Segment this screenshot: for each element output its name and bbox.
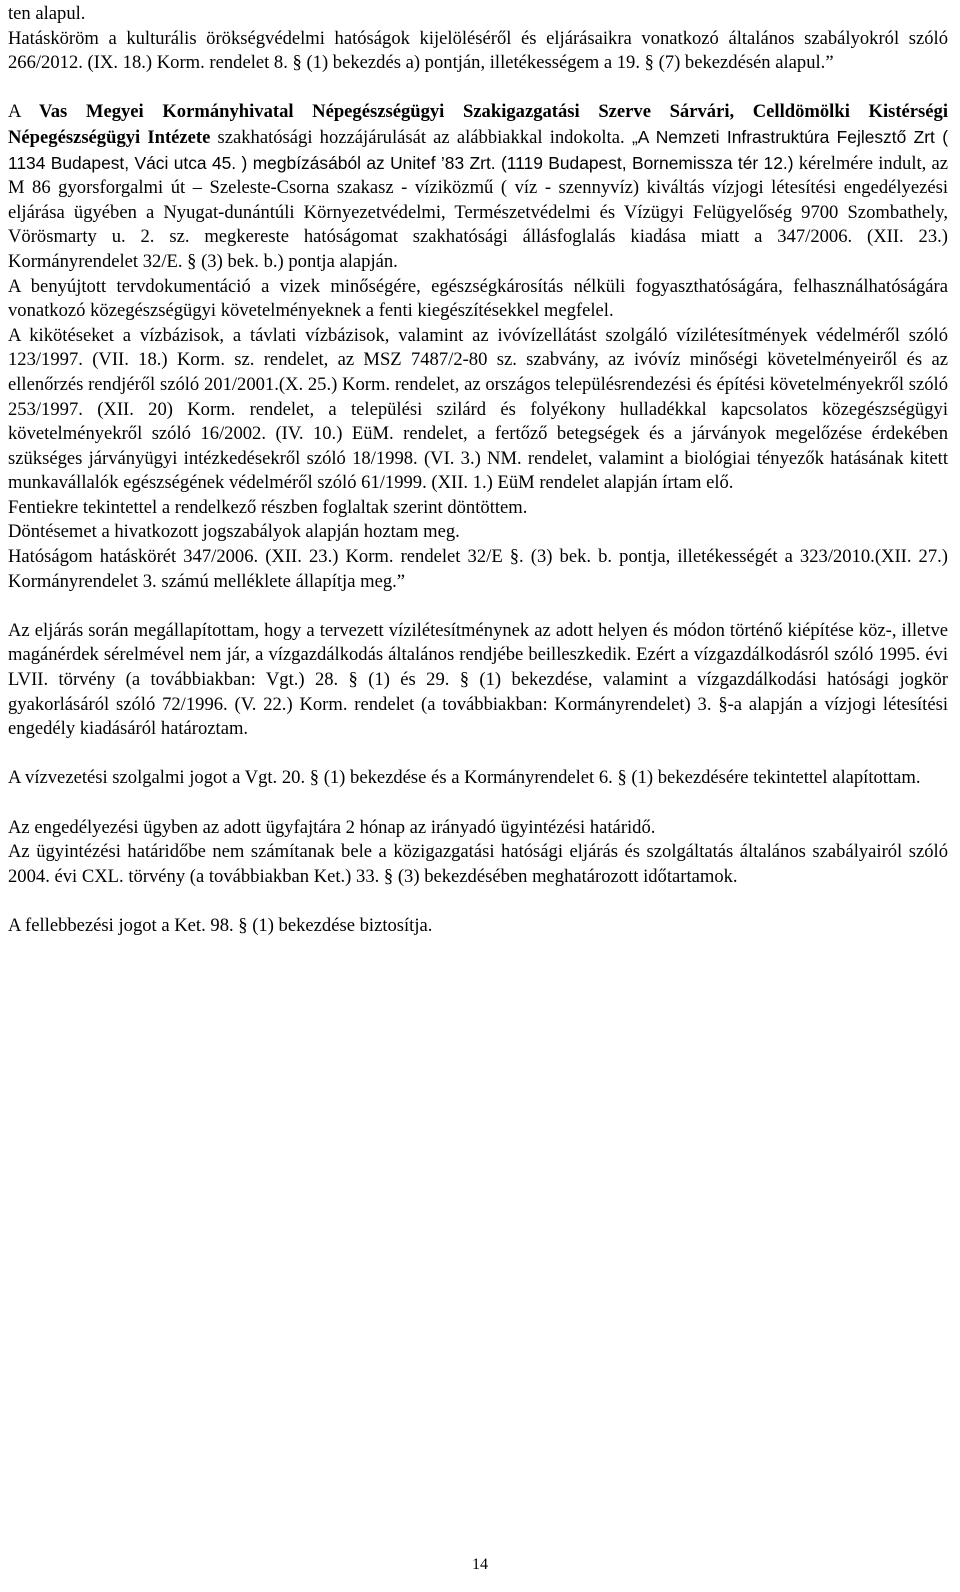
paragraph-procedure: Az eljárás során megállapítottam, hogy a tervezett vízilétesítménynek az adott helyen és módon történő kiépítése köz-, illetve magánérdek sérelmével nem jár, a vízgazdálkodás általános rendjébe beilleszkedik. Ezért a vízgazdálkodásról szóló 1995. évi LVII. törvény (a továbbiakban: Vgt.) 28. § (1) és 29. § (1) bekezdése, valamint a vízgazdálkodási hatósági jogkör gyakorlásáról szóló 72/1996. (V. 22.) Korm. rendelet (a továbbiakban: Kormányrendelet) 3. §-a alapján a vízjogi létesítési engedély kiadásáról határoztam.: [8, 619, 948, 740]
body-text: [8, 2, 948, 939]
text-run: A: [8, 101, 40, 123]
paragraph-deadline-exclusions: Az ügyintézési határidőbe nem számítanak bele a közigazgatási hatósági eljárás és szolgáltatás általános szabályairól szóló 2004. évi CXL. törvény (a továbbiakban Ket.) 33. § (3) bekezdésében meghatározott időtartamok.: [8, 841, 948, 887]
paragraph-authority-justification: [8, 100, 948, 274]
paragraph-legal-basis: Döntésemet a hivatkozott jogszabályok alapján hoztam meg.: [8, 521, 460, 543]
paragraph-decision: Fentiekre tekintettel a rendelkező részben foglaltak szerint döntöttem.: [8, 496, 528, 518]
text-run: szakhatósági hozzájárulását az alábbiakkal indokolta.: [210, 126, 625, 148]
paragraph-competence: Hatásköröm a kulturális örökségvédelmi hatóságok kijelöléséről és eljárásaikra vonatkozó általános szabályokról szóló 266/2012. (IX. 18.) Korm. rendelet 8. § (1) bekezdés a) pontján, illetékességem a 19. § (7) bekezdésén alapul.”: [8, 27, 948, 74]
authority-name: Vas Megyei Kormányhivatal Népegészségügyi Szakigazgatási Szerve Sárvári, Celldömölki Kistérségi Népegészségügyi Intézete: [8, 101, 948, 148]
paragraph-jurisdiction: Hatóságom hatáskörét 347/2006. (XII. 23.) Korm. rendelet 32/E §. (3) bek. b. pontja, illetékességét a 323/2010.(XII. 27.) Kormányrendelet 3. számú melléklete állapítja meg.”: [8, 546, 948, 592]
page-number: 14: [472, 1556, 488, 1573]
paragraph-easement: A vízvezetési szolgalmi jogot a Vgt. 20. § (1) bekezdése és a Kormányrendelet 6. § (1) bekezdésére tekintettel alapítottam.: [8, 767, 921, 789]
quoted-applicant: „A Nemzeti Infrastruktúra Fejlesztő Zrt ( 1134 Budapest, Váci utca 45. ) megbízásából az Unitef ’83 Zrt. (1119 Budapest, Bornemissza tér 12.): [8, 126, 948, 173]
paragraph-conditions: A kikötéseket a vízbázisok, a távlati vízbázisok, valamint az ivóvízellátást szolgáló vízilétesítmények védelméről szóló 123/1997. (VII. 18.) Korm. sz. rendelet, az MSZ 7487/2-80 sz. szabvány, az ivóvíz minőségi követelményeiről és az ellenőrzés rendjéről szóló 201/2001.(X. 25.) Korm. rendelet, az országos településrendezési és építési követelményekről szóló 253/1997. (XII. 20) Korm. rendelet, a települési szilárd és folyékony hulladékkal kapcsolatos közegészségügyi követelményekről szóló 16/2002. (IV. 10.) EüM. rendelet, a fertőző betegségek és a járványok megelőzése érdekében szükséges járványügyi intézkedésekről szóló 18/1998. (VI. 3.) NM. rendelet, valamint a biológiai tényezők hatásának kitett munkavállalók egészségének védelméről szóló 61/1999. (XII. 1.) EüM rendelet alapján írtam elő.: [8, 324, 948, 494]
text-run: kérelmére indult, az M 86 gyorsforgalmi út – Szeleste-Csorna szakasz - víziközmű ( víz - szennyvíz) kiváltás vízjogi létesítési engedélyezési eljárása ügyében a Nyugat-dunántúli Környezetvédelmi, Természetvédelmi és Vízügyi Felügyelőség 9700 Szombathely, Vörösmarty u. 2. sz. megkereste hatóságomat szakhatósági állásfoglalás kiadása miatt a 347/2006. (XII. 23.) Kormányrendelet 32/E. § (3) bek. b.) pontja alapján.: [8, 152, 949, 272]
paragraph-documentation: A benyújtott tervdokumentáció a vizek minőségére, egészségkárosítás nélküli fogyaszthatóságára, felhasználhatóságára vonatkozó közegészségügyi követelményeknek a fenti kiegészítésekkel megfelel.: [8, 275, 948, 322]
paragraph-intro-fragment: ten alapul.: [8, 3, 86, 24]
paragraph-deadline: Az engedélyezési ügyben az adott ügyfajtára 2 hónap az irányadó ügyintézési határidő.: [8, 816, 656, 838]
paragraph-appeal: A fellebbezési jogot a Ket. 98. § (1) bekezdése biztosítja.: [8, 914, 433, 936]
